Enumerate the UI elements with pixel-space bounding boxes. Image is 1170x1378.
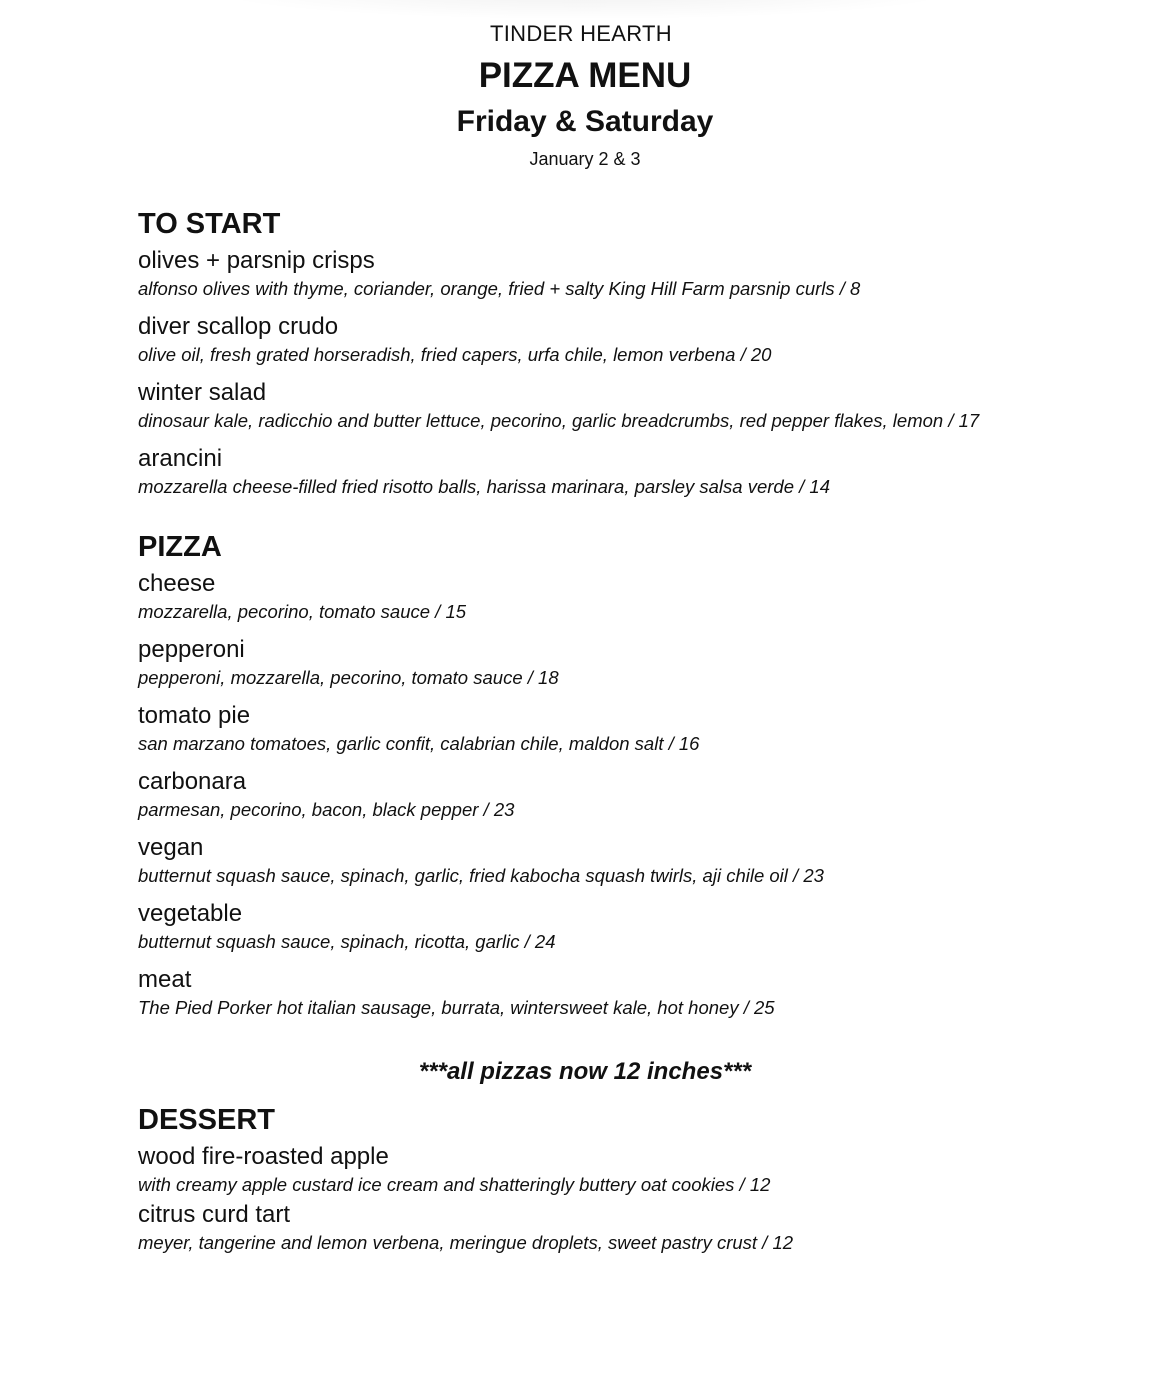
section-dessert	[138, 1101, 1078, 1256]
menu-item	[138, 899, 1078, 955]
item-description: olive oil, fresh grated horseradish, fried capers, urfa chile, lemon verbena / 20	[138, 344, 772, 365]
restaurant-name: TINDER HEARTH	[490, 21, 672, 46]
item-name: meat	[138, 966, 192, 993]
item-description: butternut squash sauce, spinach, ricotta, garlic / 24	[138, 931, 556, 952]
item-description: san marzano tomatoes, garlic confit, calabrian chile, maldon salt / 16	[138, 733, 700, 754]
item-name: diver scallop crudo	[138, 313, 339, 340]
menu-item	[138, 246, 1078, 302]
section-title-pizza: PIZZA	[138, 531, 222, 563]
pizza-size-note: ***all pizzas now 12 inches***	[418, 1058, 752, 1085]
item-description: meyer, tangerine and lemon verbena, meringue droplets, sweet pastry crust / 12	[138, 1232, 794, 1253]
item-description: alfonso olives with thyme, coriander, orange, fried + salty King Hill Farm parsnip curls / 8	[138, 278, 861, 299]
item-name: pepperoni	[138, 636, 245, 663]
item-name: carbonara	[138, 768, 247, 795]
item-name: cheese	[138, 570, 216, 597]
menu-item	[138, 701, 1078, 757]
item-name: arancini	[138, 445, 223, 472]
item-description: dinosaur kale, radicchio and butter lettuce, pecorino, garlic breadcrumbs, red pepper flakes, lemon / 17	[138, 410, 980, 431]
item-name: winter salad	[138, 379, 267, 406]
item-name: vegetable	[138, 900, 243, 927]
item-description: mozzarella, pecorino, tomato sauce / 15	[138, 601, 467, 622]
item-description: The Pied Porker hot italian sausage, burrata, wintersweet kale, hot honey / 25	[138, 997, 775, 1018]
item-description: pepperoni, mozzarella, pecorino, tomato sauce / 18	[138, 667, 559, 688]
item-name: tomato pie	[138, 702, 251, 729]
service-days: Friday & Saturday	[456, 105, 714, 138]
menu-item	[138, 312, 1078, 368]
menu-item	[138, 569, 1078, 625]
menu-content	[138, 205, 1078, 1256]
section-pizza	[138, 528, 1078, 1087]
menu-item	[138, 378, 1078, 434]
section-title-to-start: TO START	[138, 208, 281, 240]
menu-header	[0, 20, 1170, 171]
menu-item	[138, 965, 1078, 1021]
top-shadow	[200, 0, 970, 20]
menu-item	[138, 767, 1078, 823]
item-name: olives + parsnip crisps	[138, 247, 375, 274]
menu-item	[138, 1200, 1078, 1256]
item-description: parmesan, pecorino, bacon, black pepper / 23	[138, 799, 515, 820]
menu-item	[138, 444, 1078, 500]
section-title-dessert: DESSERT	[138, 1104, 275, 1136]
menu-item	[138, 833, 1078, 889]
service-dates: January 2 & 3	[529, 149, 641, 169]
item-name: vegan	[138, 834, 204, 861]
item-description: with creamy apple custard ice cream and shatteringly buttery oat cookies / 12	[138, 1174, 771, 1195]
menu-item	[138, 1142, 1078, 1198]
item-name: citrus curd tart	[138, 1201, 291, 1228]
menu-title: PIZZA MENU	[478, 56, 692, 95]
section-to-start	[138, 205, 1078, 500]
menu-item	[138, 635, 1078, 691]
item-description: butternut squash sauce, spinach, garlic, fried kabocha squash twirls, aji chile oil / 23	[138, 865, 824, 886]
item-name: wood fire-roasted apple	[138, 1143, 389, 1170]
item-description: mozzarella cheese-filled fried risotto balls, harissa marinara, parsley salsa verde / 14	[138, 476, 830, 497]
